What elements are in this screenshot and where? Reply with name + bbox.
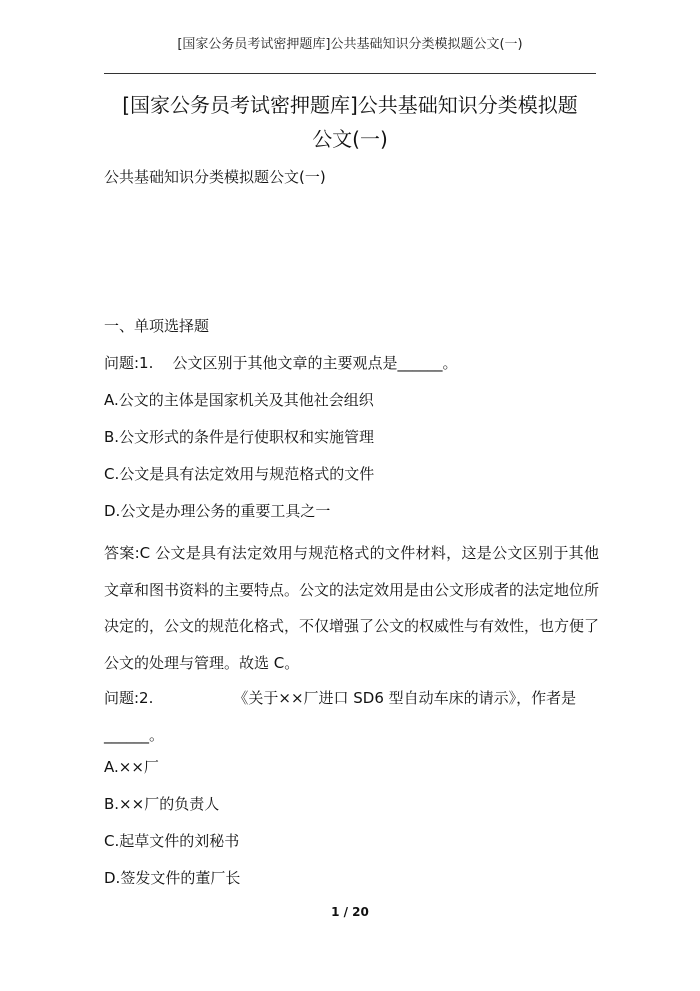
option-c: C.公文是具有法定效用与规范格式的文件 [104,465,375,483]
answer-explanation: 答案:C 公文是具有法定效用与规范格式的文件材料，这是公文区别于其他文章和图书资料的主要特点。公文的法定效用是由公文形成者的法定地位所决定的，公文的规范化格式，不仅增强了公文的权威性与有效性，也方便了公文的处理与管理。故选 C。 [104,544,600,672]
header-divider [104,73,596,74]
title-line-1: [国家公务员考试密押题库]公共基础知识分类模拟题 [122,93,578,117]
answer-block [104,535,599,680]
option-d: D.公文是办理公务的重要工具之一 [104,502,331,520]
page-number: 1 / 20 [331,905,369,919]
question-1 [104,350,599,387]
option-d: D.签发文件的董厂长 [104,869,241,887]
question-number: 问题:2. [104,689,154,707]
question-2 [104,680,599,754]
running-header: [国家公务员考试密押题库]公共基础知识分类模拟题公文(一) [177,37,523,52]
document-title [104,88,596,156]
question-text: 公文区别于其他文章的主要观点是______。 [172,354,458,372]
section-heading: 一、单项选择题 [104,317,210,335]
answer-blank: ______。 [104,726,165,744]
option-b: B.××厂的负责人 [104,795,220,813]
question-number: 问题:1. [104,354,154,372]
title-line-2: 公文(一) [312,127,388,151]
question-text: 《关于××厂进口 SD6 型自动车床的请示》，作者是 [233,689,577,707]
document-body [104,313,599,902]
document-subtitle: 公共基础知识分类模拟题公文(一) [104,168,326,186]
option-b: B.公文形式的条件是行使职权和实施管理 [104,428,375,446]
option-a: A.××厂 [104,758,159,776]
option-c: C.起草文件的刘秘书 [104,832,240,850]
option-a: A.公文的主体是国家机关及其他社会组织 [104,391,374,409]
